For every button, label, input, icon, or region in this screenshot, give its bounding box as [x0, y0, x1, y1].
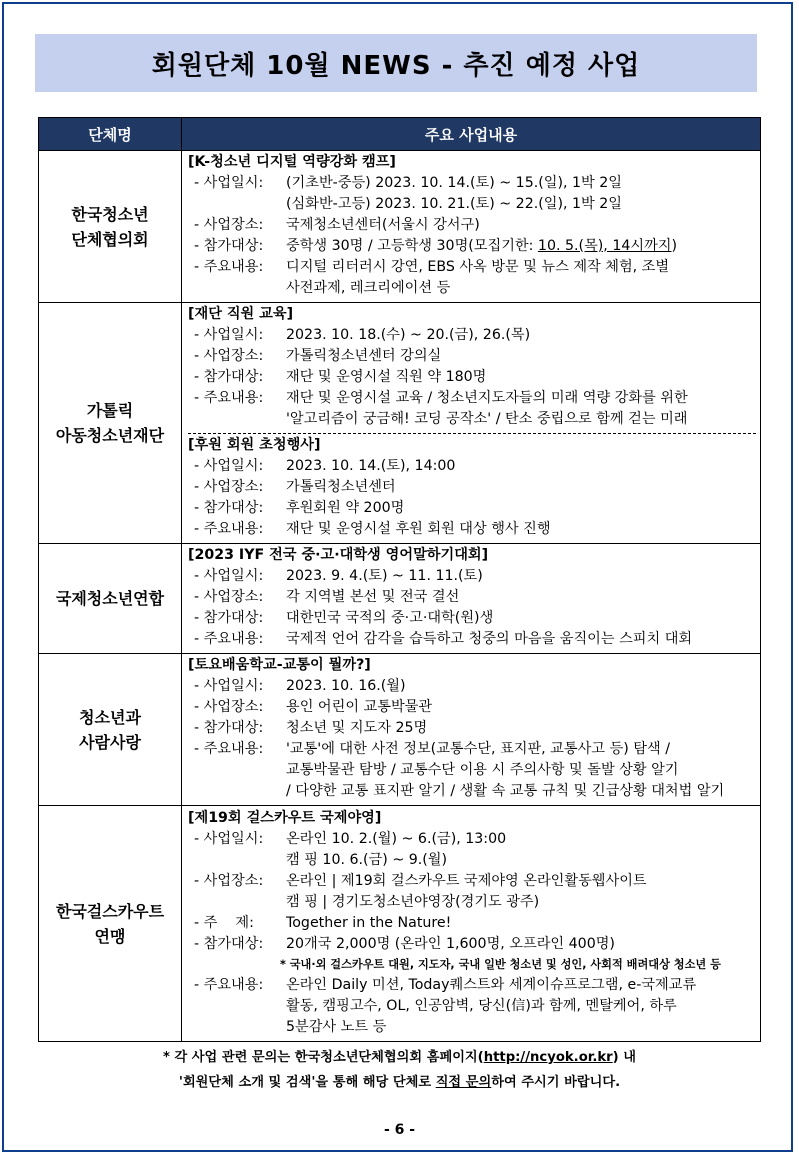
field-label: - 사업장소:: [194, 348, 264, 364]
page-title: [35, 34, 757, 92]
field-label: - 주요내용:: [194, 390, 264, 406]
org-name-cell: [39, 544, 182, 654]
target-text: 중학생 30명 / 고등학생 30명(모집기한:: [286, 238, 538, 254]
org-name-cell: [39, 806, 182, 1042]
footer-underlined-text: 직접 문의: [435, 1075, 492, 1090]
field-label: - 사업일시:: [194, 830, 264, 847]
field-value: 교통박물관 탐방 / 교통수단 이용 시 주의사항 및 돌발 상황 알기: [286, 762, 679, 778]
field-label: - 사업장소:: [194, 699, 264, 715]
table-row: [39, 151, 761, 303]
field-value: 가톨릭청소년센터: [286, 479, 396, 495]
event-title: [재단 직원 교육]: [188, 306, 294, 322]
table-row: [39, 806, 761, 1042]
field-value: Together in the Nature!: [286, 914, 452, 931]
target-note: * 국내·외 걸스카우트 대원, 지도자, 국내 일반 청소년 및 성인, 사회적 배려대상 청소년 등: [280, 957, 721, 971]
footer-note-line1: [0, 1046, 799, 1065]
content-cell: [182, 303, 761, 544]
field-value: 활동, 캠핑고수, OL, 인공암벽, 당신(信)과 함께, 멘탈케어, 하루: [286, 997, 677, 1014]
org-name-cell: [39, 654, 182, 806]
org-name-line: 연맹: [94, 926, 126, 946]
page-number: - 6 -: [383, 1122, 416, 1138]
org-name-line: 사람사랑: [79, 732, 141, 752]
org-name-line: 국제청소년연합: [55, 589, 165, 608]
field-value: 20개국 2,000명 (온라인 1,600명, 오프라인 400명): [286, 935, 615, 952]
field-value: 온라인 10. 2.(월) ~ 6.(금), 13:00: [286, 830, 507, 847]
field-label: - 사업일시:: [194, 568, 264, 584]
table-row: [39, 544, 761, 654]
field-label: - 사업장소:: [194, 872, 264, 889]
event-section: [188, 303, 756, 433]
header-content: 주요 사업내용: [182, 118, 761, 151]
field-label: - 사업일시:: [194, 175, 264, 191]
org-name-line: 아동청소년재단: [55, 426, 165, 445]
event-section: [188, 807, 756, 1041]
field-value: 2023. 10. 18.(수) ~ 20.(금), 26.(목): [286, 327, 531, 343]
field-value: 온라인 | 제19회 걸스카우트 국제야영 온라인활동웹사이트: [286, 872, 647, 889]
field-label: - 사업일시:: [194, 327, 264, 343]
org-name-line: 한국걸스카우트: [55, 901, 165, 921]
event-section: [188, 433, 756, 543]
field-value: 재단 및 운영시설 후원 회원 대상 행사 진행: [286, 521, 551, 537]
field-value: 디지털 리터러시 강연, EBS 사옥 방문 및 뉴스 제작 체험, 조별: [286, 259, 670, 275]
event-title: [토요배움학교-교통이 뭘까?]: [188, 657, 371, 673]
field-value: 온라인 Daily 미션, Today퀘스트와 세계이슈프로그램, e-국제교류: [286, 976, 697, 993]
field-label: - 참가대상:: [194, 500, 264, 516]
header-org: 단체명: [39, 118, 182, 151]
field-label: - 참가대상:: [194, 369, 264, 385]
field-value: 사전과제, 레크리에이션 등: [286, 280, 451, 296]
field-label: - 주요내용:: [194, 976, 264, 993]
field-value: 2023. 9. 4.(토) ~ 11. 11.(토): [286, 568, 483, 584]
event-section: [188, 654, 756, 805]
field-value: (심화반-고등) 2023. 10. 21.(토) ~ 22.(일), 1박 2일: [286, 196, 622, 212]
field-value: 재단 및 운영시설 직원 약 180명: [286, 369, 487, 385]
page-title-text: 회원단체 10월 NEWS - 추진 예정 사업: [151, 50, 641, 81]
footer-text: '회원단체 소개 및 검색'을 통해 해당 단체로: [178, 1075, 436, 1090]
homepage-link[interactable]: http://ncyok.or.kr: [483, 1050, 613, 1065]
field-label: - 사업장소:: [194, 589, 264, 605]
field-label: - 참가대상:: [194, 935, 264, 952]
field-label: - 주요내용:: [194, 521, 264, 537]
deadline-text: 10. 5.(목), 14시까지: [537, 238, 672, 254]
field-label: - 참가대상:: [194, 610, 264, 626]
footer-note-line2: [0, 1071, 799, 1090]
org-name-line: 청소년과: [79, 707, 141, 727]
field-value: 캠 핑 10. 6.(금) ~ 9.(월): [286, 851, 448, 868]
footer-text: * 각 사업 관련 문의는 한국청소년단체협의회 홈페이지(: [162, 1050, 484, 1065]
org-name-line: 한국청소년: [71, 204, 149, 224]
field-value: 국제청소년센터(서울시 강서구): [286, 217, 480, 233]
field-label: - 사업장소:: [194, 479, 264, 495]
org-name-line: 가톨릭: [86, 401, 134, 420]
field-value: 재단 및 운영시설 교육 / 청소년지도자들의 미래 역량 강화를 위한: [286, 390, 688, 406]
field-value: 국제적 언어 감각을 습득하고 청중의 마음을 움직이는 스피치 대회: [286, 631, 693, 647]
field-label: - 참가대상:: [194, 238, 264, 254]
field-label: - 주요내용:: [194, 741, 264, 757]
field-value: 2023. 10. 14.(토), 14:00: [286, 458, 456, 474]
event-section: [188, 544, 756, 653]
table-row: [39, 303, 761, 544]
field-label: - 주 제:: [194, 914, 254, 931]
field-value: 후원회원 약 200명: [286, 500, 405, 516]
field-value: 2023. 10. 16.(월): [286, 678, 406, 694]
field-value: 각 지역별 본선 및 전국 결선: [286, 589, 460, 605]
org-name-line: 단체협의회: [71, 229, 149, 249]
field-value: 5분감사 노트 등: [286, 1018, 387, 1035]
field-value: '교통'에 대한 사전 정보(교통수단, 표지판, 교통사고 등) 탐색 /: [286, 741, 670, 757]
field-value: [286, 236, 756, 257]
field-value: 대한민국 국적의 중·고·대학(원)생: [286, 610, 494, 626]
field-label: - 참가대상:: [194, 720, 264, 736]
event-title: [제19회 걸스카우트 국제야영]: [188, 809, 382, 826]
field-label: - 사업일시:: [194, 458, 264, 474]
field-label: - 사업일시:: [194, 678, 264, 694]
field-label: - 주요내용:: [194, 631, 264, 647]
footer-text: 하여 주시기 바랍니다.: [491, 1075, 621, 1090]
field-value: 청소년 및 지도자 25명: [286, 720, 428, 736]
field-label: - 사업장소:: [194, 217, 264, 233]
event-title: [후원 회원 초청행사]: [188, 437, 321, 453]
field-value: 캠 핑 | 경기도청소년야영장(경기도 광주): [286, 893, 540, 910]
target-end: ): [671, 238, 678, 254]
table-row: [39, 654, 761, 806]
content-cell: [182, 806, 761, 1042]
event-section: [188, 151, 756, 302]
content-cell: [182, 151, 761, 303]
field-value: / 다양한 교통 표지판 알기 / 생활 속 교통 규칙 및 긴급상황 대처법 알기: [286, 783, 725, 799]
content-cell: [182, 544, 761, 654]
field-value: 가톨릭청소년센터 강의실: [286, 348, 442, 364]
org-name-cell: [39, 151, 182, 303]
field-label: - 주요내용:: [194, 259, 264, 275]
field-value: (기초반-중등) 2023. 10. 14.(토) ~ 15.(일), 1박 2일: [286, 175, 622, 191]
event-title: [2023 IYF 전국 중·고·대학생 영어말하기대회]: [188, 547, 489, 563]
org-name-cell: [39, 303, 182, 544]
event-title: [K-청소년 디지털 역량강화 캠프]: [188, 154, 396, 170]
footer-text: ) 내: [612, 1050, 637, 1065]
table-header-row: [39, 118, 761, 151]
events-table: [38, 117, 761, 1042]
field-value: 용인 어린이 교통박물관: [286, 699, 433, 715]
field-value: '알고리즘이 궁금해! 코딩 공작소' / 탄소 중립으로 함께 걷는 미래: [286, 411, 688, 427]
content-cell: [182, 654, 761, 806]
